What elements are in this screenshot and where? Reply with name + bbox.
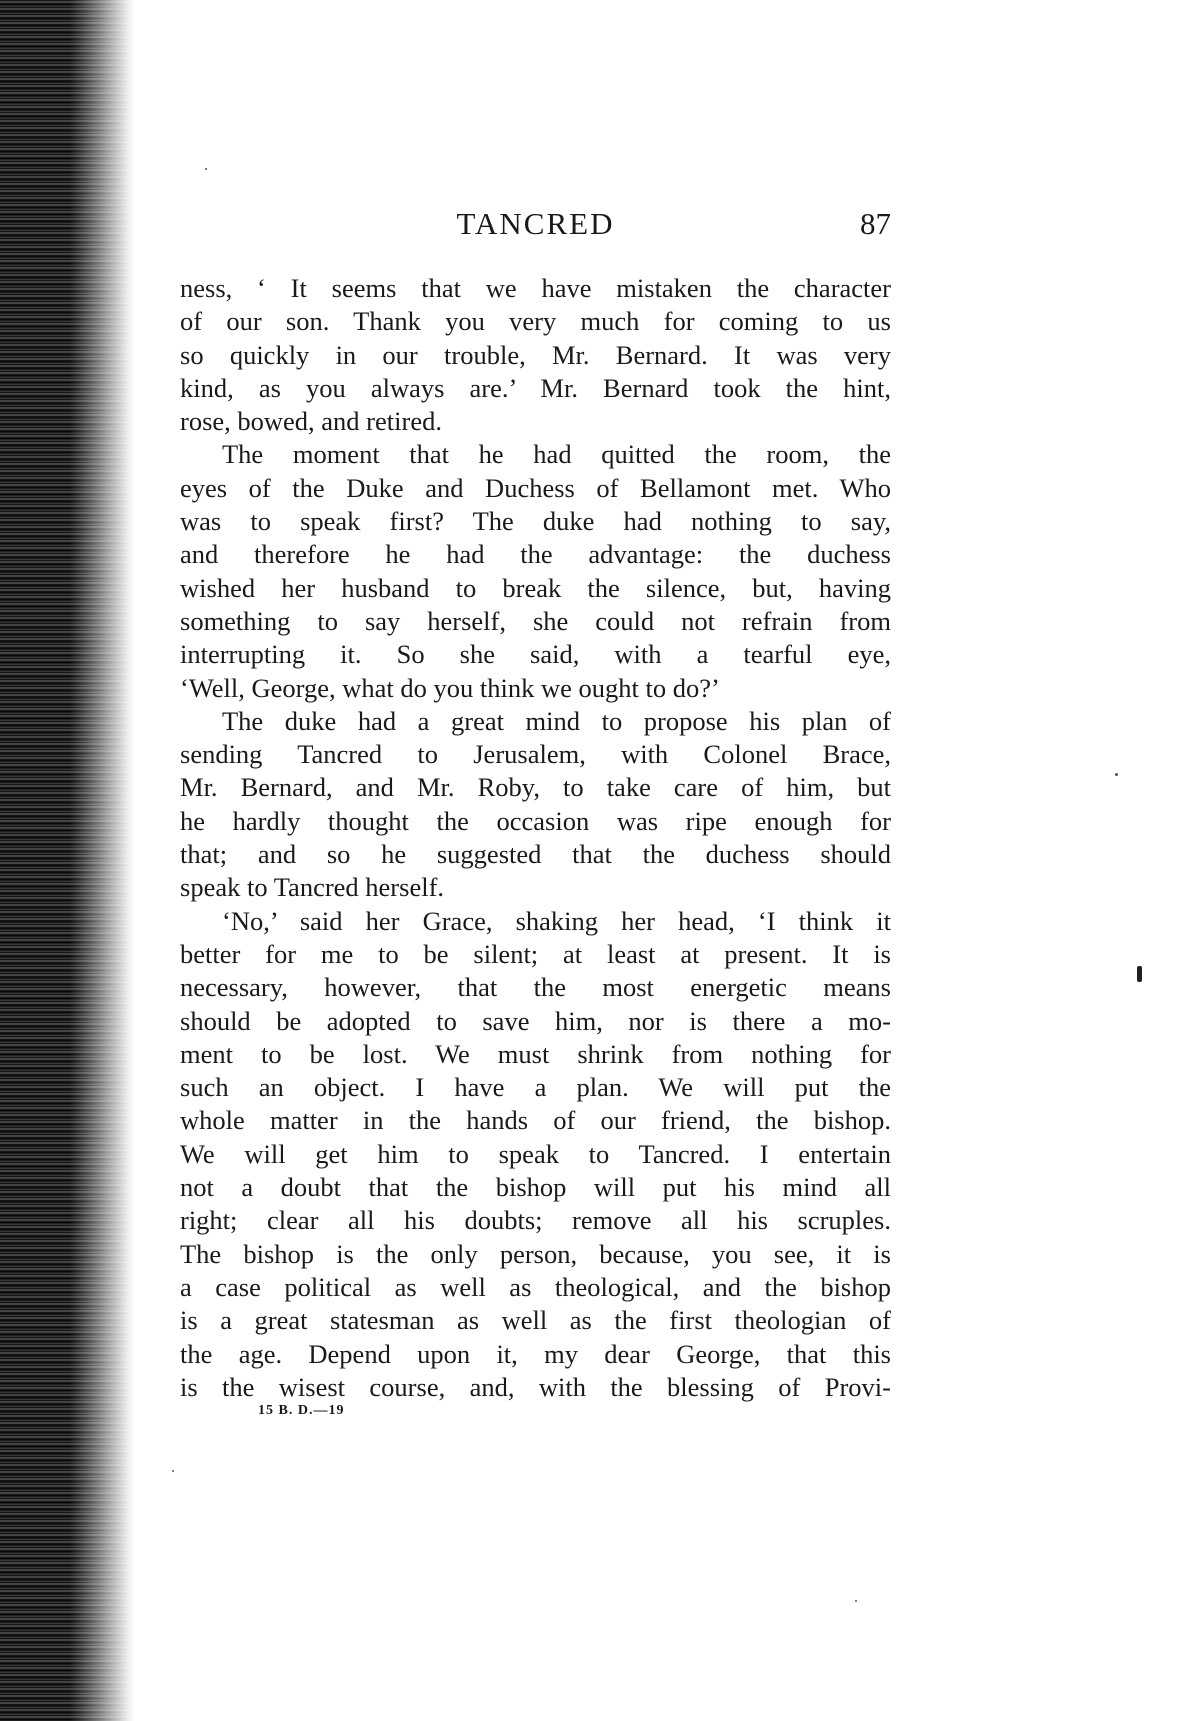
text-line: right; clear all his doubts; remove all his scruples. <box>180 1205 891 1236</box>
text-line: The duke had a great mind to propose his plan of <box>222 705 891 736</box>
text-line: We will get him to speak to Tancred. I entertain <box>180 1138 891 1169</box>
text-line: Mr. Bernard, and Mr. Roby, to take care of him, but <box>180 772 891 803</box>
text-line: kind, as you always are.’ Mr. Bernard took the hint, <box>180 372 891 403</box>
scan-speck <box>205 168 207 170</box>
text-line: whole matter in the hands of our friend, the bishop. <box>180 1105 891 1136</box>
binding-gutter-shadow <box>0 0 135 1721</box>
text-line: wished her husband to break the silence, but, having <box>180 572 891 603</box>
text-line: The bishop is the only person, because, you see, it is <box>180 1238 891 1269</box>
text-line: a case political as well as theological, and the bishop <box>180 1271 891 1302</box>
body-text <box>180 272 891 1404</box>
text-line: is a great statesman as well as the first theologian of <box>180 1305 891 1336</box>
running-head: TANCRED <box>456 206 615 241</box>
scan-speck <box>855 1600 857 1602</box>
text-line: the age. Depend upon it, my dear George, that this <box>180 1338 891 1369</box>
text-line: not a doubt that the bishop will put his mind all <box>180 1172 891 1203</box>
scan-speck <box>1115 773 1118 776</box>
text-line: something to say herself, she could not refrain from <box>180 605 891 636</box>
text-line: so quickly in our trouble, Mr. Bernard. It was very <box>180 339 891 370</box>
text-line: and therefore he had the advantage: the duchess <box>180 539 891 570</box>
text-line: sending Tancred to Jerusalem, with Colonel Brace, <box>180 739 891 770</box>
text-line: ment to be lost. We must shrink from nothing for <box>180 1038 891 1069</box>
text-line: better for me to be silent; at least at present. It is <box>180 938 891 969</box>
scan-speck <box>172 1470 174 1472</box>
text-line: ‘No,’ said her Grace, shaking her head, ‘I think it <box>222 905 891 936</box>
text-line: he hardly thought the occasion was ripe enough for <box>180 805 891 836</box>
text-line: of our son. Thank you very much for coming to us <box>180 306 891 337</box>
text-line: interrupting it. So she said, with a tearful eye, <box>180 639 891 670</box>
text-line: was to speak first? The duke had nothing to say, <box>180 506 891 537</box>
text-line: such an object. I have a plan. We will put the <box>180 1072 891 1103</box>
text-line: that; and so he suggested that the duchess should <box>180 839 891 870</box>
text-line: speak to Tancred herself. <box>180 872 445 903</box>
page-header <box>180 206 891 246</box>
text-line: necessary, however, that the most energetic means <box>180 972 891 1003</box>
text-line: eyes of the Duke and Duchess of Bellamont met. Who <box>180 472 891 503</box>
text-line: is the wisest course, and, with the blessing of Provi- <box>180 1371 891 1402</box>
scan-speck <box>1137 966 1142 982</box>
text-line: rose, bowed, and retired. <box>180 406 442 437</box>
text-line: ness, ‘ It seems that we have mistaken the character <box>180 273 891 303</box>
text-line: The moment that he had quitted the room, the <box>222 439 891 470</box>
signature-mark: 15 B. D.—19 <box>258 1403 345 1418</box>
text-line: ‘Well, George, what do you think we ought to do?’ <box>180 672 720 703</box>
text-line: should be adopted to save him, nor is there a mo- <box>180 1005 891 1036</box>
page-number: 87 <box>860 206 891 241</box>
